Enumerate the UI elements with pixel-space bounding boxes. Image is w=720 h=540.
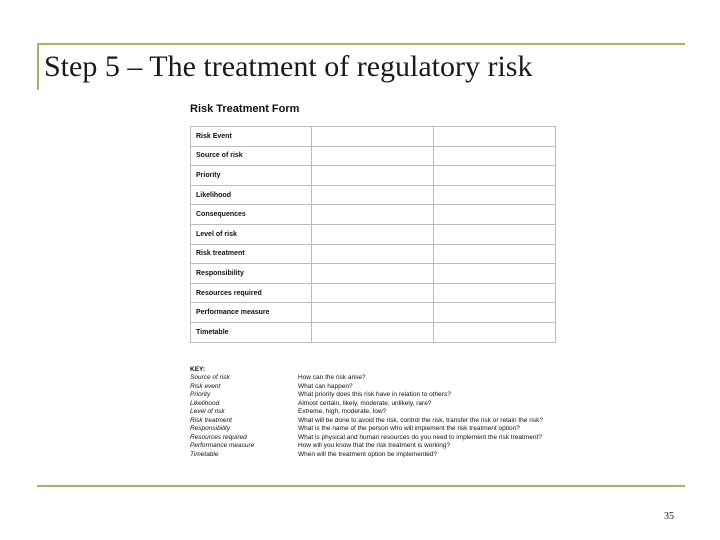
form-title: Risk Treatment Form — [190, 103, 300, 115]
key-term: Level of risk — [190, 408, 225, 415]
form-row-empty-cell — [434, 283, 556, 303]
key-definition: What will be done to avoid the risk, control the risk, transfer the risk or retain the risk? — [298, 416, 543, 424]
form-row-empty-cell — [312, 303, 434, 323]
key-definition: What is physical and human resources do you need to implement the risk treatment? — [298, 433, 542, 441]
form-row-empty-cell — [312, 264, 434, 284]
form-row-empty-cell — [312, 166, 434, 186]
form-row-label: Performance measure — [191, 303, 312, 323]
form-row — [191, 283, 556, 303]
form-row-empty-cell — [434, 303, 556, 323]
form-row-empty-cell — [434, 127, 556, 147]
form-row-empty-cell — [434, 205, 556, 225]
key-entry — [190, 383, 558, 392]
form-row — [191, 166, 556, 186]
risk-treatment-table — [190, 126, 556, 343]
form-row — [191, 322, 556, 342]
form-row-empty-cell — [434, 322, 556, 342]
form-row — [191, 303, 556, 323]
slide-frame-top-rule — [37, 43, 685, 45]
form-row-empty-cell — [312, 283, 434, 303]
form-row-label: Risk Event — [191, 127, 312, 147]
form-row-empty-cell — [434, 264, 556, 284]
form-row-empty-cell — [434, 146, 556, 166]
key-entry — [190, 417, 558, 426]
form-row — [191, 244, 556, 264]
key-section — [190, 366, 558, 459]
key-definition: When will the treatment option be implemented? — [298, 450, 438, 458]
slide-title: Step 5 – The treatment of regulatory risk — [44, 50, 533, 83]
form-row-label: Likelihood — [191, 185, 312, 205]
key-term: Timetable — [190, 450, 219, 458]
form-row-label: Risk treatment — [191, 244, 312, 264]
form-row-label: Resources required — [191, 283, 312, 303]
key-term: Risk event — [190, 382, 221, 390]
key-entry — [190, 442, 558, 451]
key-entry — [190, 425, 558, 434]
key-term: Likelihood — [190, 399, 220, 407]
key-definition: What can happen? — [298, 382, 353, 390]
form-row — [191, 146, 556, 166]
slide-frame-left-rule — [37, 43, 39, 90]
form-row-label: Consequences — [191, 205, 312, 225]
form-row-label: Source of risk — [191, 146, 312, 166]
form-row — [191, 185, 556, 205]
slide-frame-bottom-rule — [37, 485, 685, 487]
form-row — [191, 264, 556, 284]
form-row-empty-cell — [312, 224, 434, 244]
key-definition: What priority does this risk have in relation to others? — [298, 391, 451, 398]
key-definition: Almost certain, likely, moderate, unlikely, rare? — [298, 399, 432, 407]
key-term: Source of risk — [190, 374, 230, 381]
form-row — [191, 224, 556, 244]
key-term: Resources required — [190, 433, 247, 441]
form-row-empty-cell — [434, 224, 556, 244]
key-heading: KEY: — [190, 366, 206, 373]
key-definition: Extreme, high, moderate, low? — [298, 408, 387, 415]
key-entry — [190, 391, 558, 400]
key-entry — [190, 451, 558, 460]
form-row-empty-cell — [434, 166, 556, 186]
form-row-empty-cell — [312, 244, 434, 264]
key-definition: How can the risk arise? — [298, 374, 366, 381]
key-term: Responsibility — [190, 425, 231, 432]
form-row-empty-cell — [312, 205, 434, 225]
key-entry — [190, 434, 558, 443]
form-row-empty-cell — [312, 146, 434, 166]
key-term: Risk treatment — [190, 416, 232, 424]
form-row-empty-cell — [434, 185, 556, 205]
key-definition: How will you know that the risk treatment is working? — [298, 442, 451, 449]
key-definition: What is the name of the person who will implement the risk treatment option? — [298, 425, 520, 432]
form-row — [191, 127, 556, 147]
form-row-label: Responsibility — [191, 264, 312, 284]
key-entry — [190, 374, 558, 383]
form-row-label: Priority — [191, 166, 312, 186]
key-term: Performance measure — [190, 442, 255, 449]
page-number: 35 — [664, 511, 674, 522]
key-entry — [190, 408, 558, 417]
key-term: Priority — [190, 391, 211, 398]
form-row-label: Timetable — [191, 322, 312, 342]
form-row-empty-cell — [312, 322, 434, 342]
form-row-empty-cell — [434, 244, 556, 264]
form-row-empty-cell — [312, 127, 434, 147]
key-entry — [190, 400, 558, 409]
form-row-empty-cell — [312, 185, 434, 205]
form-row — [191, 205, 556, 225]
form-row-label: Level of risk — [191, 224, 312, 244]
